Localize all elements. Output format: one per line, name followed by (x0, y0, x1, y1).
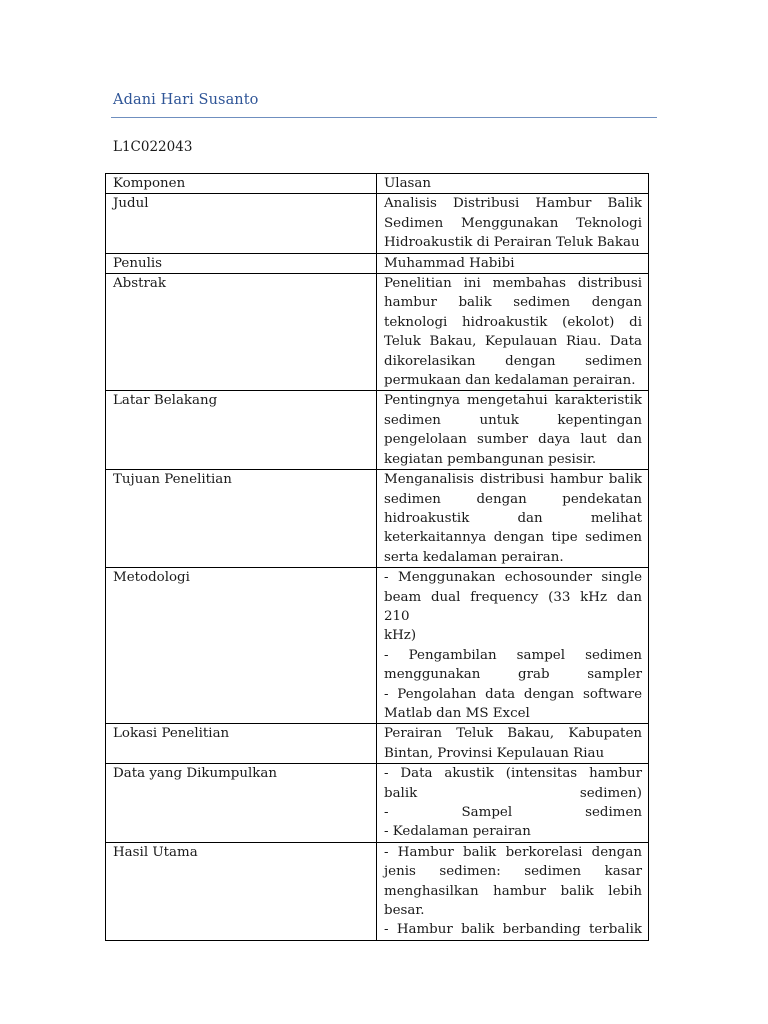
review-line: - Pengolahan data dengan software (384, 686, 642, 702)
review-line: Muhammad Habibi (384, 255, 515, 271)
table-row (106, 274, 649, 391)
review-line: Sedimen Menggunakan Teknologi (384, 215, 642, 231)
component-label: Hasil Utama (106, 842, 377, 940)
table-row (106, 764, 649, 843)
review-line: - Hambur balik berkorelasi dengan (384, 844, 642, 860)
review-line: menghasilkan hambur balik lebih (384, 883, 642, 899)
review-line: - Pengambilan sampel sedimen (384, 647, 642, 663)
review-line: Perairan Teluk Bakau, Kabupaten (384, 726, 642, 742)
review-text (377, 764, 649, 843)
review-line: - Sampel sedimen (384, 805, 642, 820)
review-line: Hidroakustik di Perairan Teluk Bakau (384, 235, 640, 251)
review-line: teknologi hidroakustik (ekolot) di (384, 314, 642, 330)
header-divider (111, 117, 657, 118)
review-text (377, 568, 649, 724)
component-label: Data yang Dikumpulkan (106, 764, 377, 843)
review-text (377, 253, 649, 273)
review-line: pengelolaan sumber daya laut dan (384, 432, 642, 448)
table-row (106, 568, 649, 724)
review-line: balik sedimen) (384, 785, 642, 801)
review-text (377, 470, 649, 568)
review-line: besar. (384, 903, 425, 919)
review-line: hambur balik sedimen dengan (384, 295, 642, 311)
review-text (377, 724, 649, 764)
review-text (377, 842, 649, 940)
review-line: jenis sedimen: sedimen kasar (384, 864, 642, 880)
table-row (106, 724, 649, 764)
component-label: Metodologi (106, 568, 377, 724)
review-line: - Kedalaman perairan (384, 824, 531, 840)
review-line: Matlab dan MS Excel (384, 705, 530, 721)
review-text (377, 194, 649, 253)
table-row (106, 253, 649, 273)
review-line: sedimen untuk kepentingan (384, 412, 642, 428)
component-label: Penulis (106, 253, 377, 273)
review-line: Bintan, Provinsi Kepulauan Riau (384, 745, 605, 761)
component-label: Tujuan Penelitian (106, 470, 377, 568)
review-table (105, 173, 649, 941)
review-line: - Hambur balik berbanding terbalik (384, 922, 642, 938)
table-row (106, 470, 649, 568)
review-line: - Data akustik (intensitas hambur (384, 766, 642, 782)
table-row (106, 194, 649, 253)
review-line: serta kedalaman perairan. (384, 549, 564, 565)
review-line: sedimen dengan pendekatan (384, 491, 642, 507)
review-line: Teluk Bakau, Kepulauan Riau. Data (384, 334, 642, 350)
review-line: kHz) (384, 628, 417, 644)
table-row (106, 391, 649, 470)
review-line: menggunakan grab sampler (384, 667, 642, 683)
header-cell-komponen: Komponen (106, 174, 377, 194)
table-row (106, 842, 649, 940)
review-line: keterkaitannya dengan tipe sedimen (384, 530, 642, 546)
component-label: Abstrak (106, 274, 377, 391)
review-line: dikorelasikan dengan sedimen (384, 353, 642, 369)
review-line: hidroakustik dan melihat (384, 510, 642, 526)
review-line: Menganalisis distribusi hambur balik (384, 472, 642, 488)
review-line: Penelitian ini membahas distribusi (384, 276, 642, 292)
review-text (377, 391, 649, 470)
student-id: L1C022043 (113, 139, 193, 155)
review-table-body (106, 174, 649, 941)
header-cell-ulasan: Ulasan (377, 174, 649, 194)
component-label: Judul (106, 194, 377, 253)
review-line: beam dual frequency (33 kHz dan 210 (384, 589, 642, 624)
table-header-row (106, 174, 649, 194)
author-name: Adani Hari Susanto (113, 92, 259, 108)
review-line: - Menggunakan echosounder single (384, 570, 642, 586)
component-label: Latar Belakang (106, 391, 377, 470)
review-text (377, 274, 649, 391)
review-line: Analisis Distribusi Hambur Balik (384, 196, 642, 212)
component-label: Lokasi Penelitian (106, 724, 377, 764)
review-line: permukaan dan kedalaman perairan. (384, 373, 636, 389)
review-line: Pentingnya mengetahui karakteristik (384, 393, 642, 409)
review-line: kegiatan pembangunan pesisir. (384, 451, 597, 467)
